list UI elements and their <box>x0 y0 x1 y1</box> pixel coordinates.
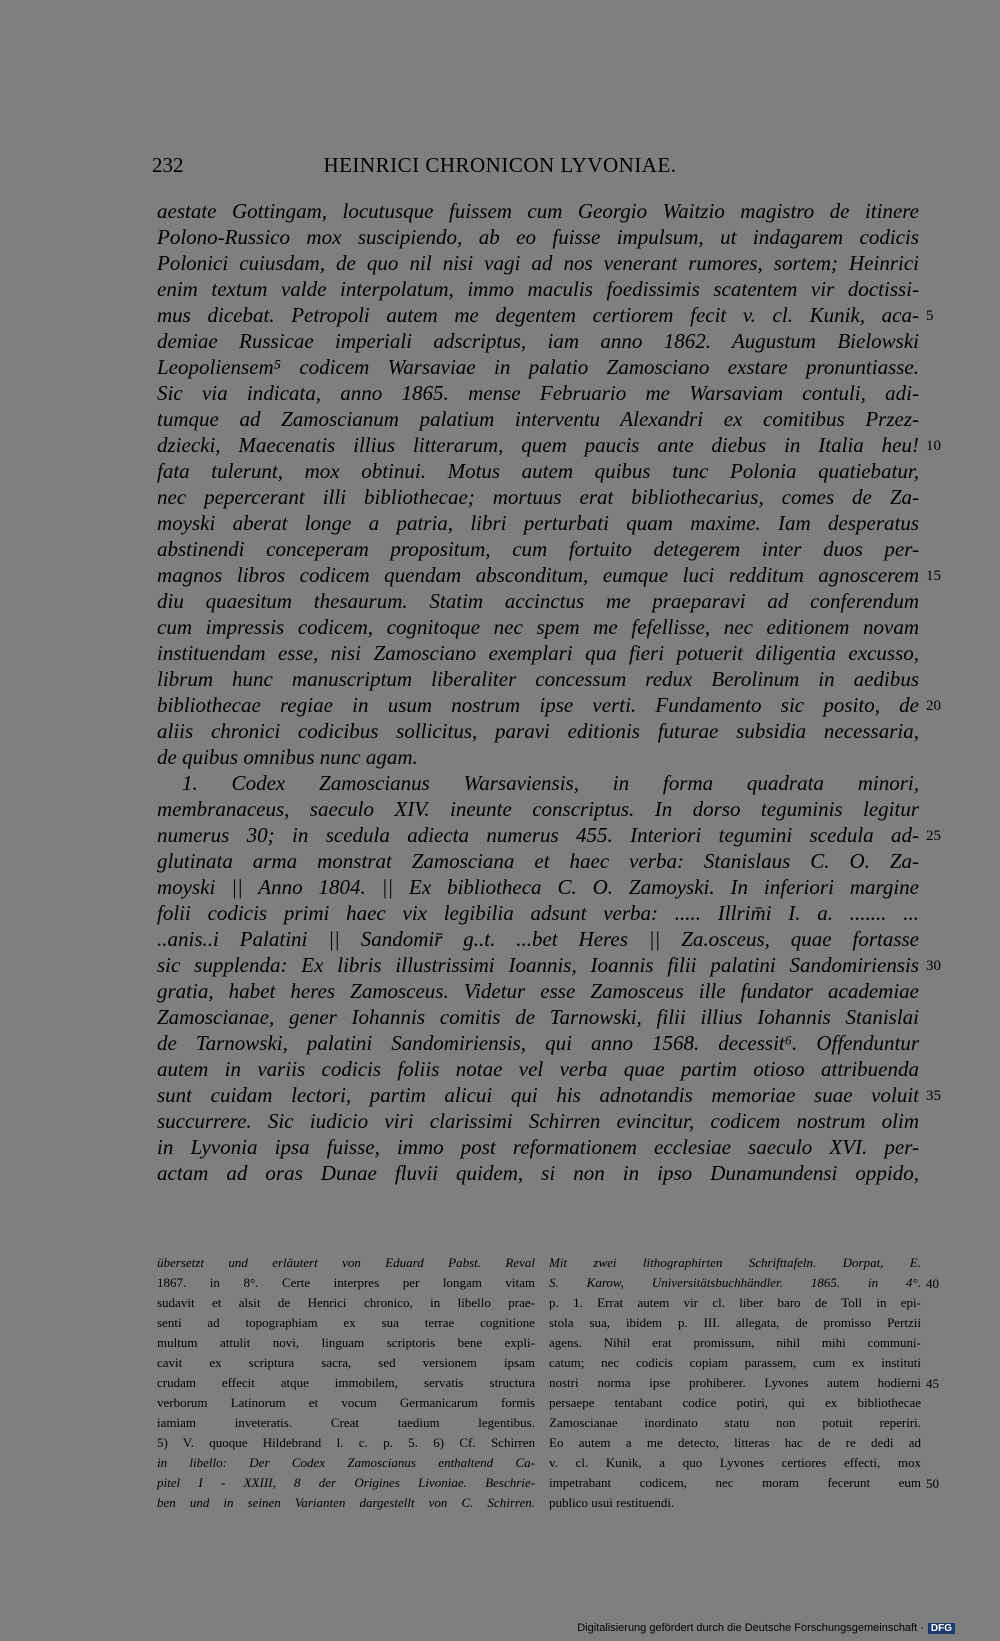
footnote-line: crudam effecit atque immobilem, servatis structura <box>157 1375 535 1390</box>
text-line: Leopoliensem⁵ codicem Warsaviae in palatio Zamosciano exstare pronuntiasse. <box>157 355 919 379</box>
text-line: succurrere. Sic iudicio viri clarissimi Schirren evincitur, codicem nostrum olim <box>157 1109 919 1133</box>
line-number: 30 <box>926 958 941 974</box>
text-line: enim textum valde interpolatum, immo maculis foedissimis scatentem vir doctissi- <box>157 277 919 301</box>
text-line: Sic via indicata, anno 1865. mense Februario me Warsaviam contuli, adi- <box>157 381 919 405</box>
text-line: fata tulerunt, mox obtinui. Motus autem quibus tunc Polonia quatiebatur, <box>157 459 919 483</box>
line-number: 45 <box>926 1376 939 1391</box>
footnote-line: p. 1. Errat autem vir cl. liber baro de Toll in epi- <box>549 1295 921 1310</box>
line-number: 50 <box>926 1476 939 1491</box>
footnote-line: publico usui restituendi. <box>549 1495 675 1510</box>
text-line: de Tarnowski, palatini Sandomiriensis, qui anno 1568. decessit⁶. Offenduntur <box>157 1031 919 1055</box>
text-line: 1. Codex Zamoscianus Warsaviensis, in forma quadrata minori, <box>182 771 919 795</box>
footnote-line: persaepe tentabant codice potiri, qui ex bibliothecae <box>549 1395 921 1410</box>
text-line: Polonici cuiusdam, de quo nil nisi vagi ad nos venerant rumores, sortem; Heinrici <box>157 251 919 275</box>
footer-text: Digitalisierung gefördert durch die Deutsche Forschungsgemeinschaft · <box>577 1622 924 1634</box>
text-line: magnos libros codicem quendam absconditum, eumque luci redditum agnoscerem <box>157 563 919 587</box>
text-line: sunt cuidam lectori, partim alicui qui his adnotandis memoriae suae voluit <box>157 1083 919 1107</box>
footnote-line: ben und in seinen Varianten dargestellt von C. Schirren. <box>157 1495 535 1510</box>
text-line: aliis chronici codicibus sollicitus, paravi editionis futurae subsidia necessaria, <box>157 719 919 743</box>
line-number: 35 <box>926 1088 941 1104</box>
footnote-line: stola sua, ibidem p. III. allegata, de promisso Pertzii <box>549 1315 921 1330</box>
line-number: 20 <box>926 698 941 714</box>
line-number: 40 <box>926 1276 939 1291</box>
text-line: mus dicebat. Petropoli autem me degentem certiorem fecit v. cl. Kunik, aca- <box>157 303 919 327</box>
text-line: instituendam esse, nisi Zamosciano exemplari qua fieri potuerit diligentia excusso, <box>157 641 919 665</box>
text-line: Polono-Russico mox suscipiendo, ab eo fuisse impulsum, ut indagarem codicis <box>157 225 919 249</box>
footnote-line: nostri norma ipse prohiberer. Lyvones autem hodierni <box>549 1375 921 1390</box>
footnote-line: verborum Latinorum et vocum Germanicarum formis <box>157 1395 535 1410</box>
text-line: cum impressis codicem, cognitoque nec spem me fefellisse, nec editionem novam <box>157 615 919 639</box>
text-line: de quibus omnibus nunc agam. <box>157 745 418 769</box>
text-line: membranaceus, saeculo XIV. ineunte conscriptus. In dorso teguminis legitur <box>157 797 919 821</box>
text-line: tumque ad Zamoscianum palatium interventu Alexandri ex comitibus Przez- <box>157 407 919 431</box>
footnote-line: iamiam inveteratis. Creat taedium legentibus. <box>157 1415 535 1430</box>
footnote-line: S. Karow, Universitätsbuchhändler. 1865. in 4°. <box>549 1275 921 1290</box>
text-line: nec pepercerant illi bibliothecae; mortuus erat bibliothecarius, comes de Za- <box>157 485 919 509</box>
footnote-line: in libello: Der Codex Zamoscianus enthaltend Ca- <box>157 1455 535 1470</box>
text-line: ..anis..i Palatini || Sandomir̄ g..t. ...bet Heres || Za.osceus, quae fortasse <box>157 927 919 951</box>
footnote-line: sudavit et alsit de Henrici chronico, in libello prae- <box>157 1295 535 1310</box>
footnote-line: v. cl. Kunik, a quo Lyvones certiores effecti, mox <box>549 1455 921 1470</box>
footnote-line: multum attulit novi, linguam scriptoris bene expli- <box>157 1335 535 1350</box>
footnote-line: senti ad topographiam ex sua terrae cognitione <box>157 1315 535 1330</box>
dfg-logo: DFG <box>928 1623 955 1634</box>
text-line: moyski || Anno 1804. || Ex bibliotheca C. O. Zamoyski. In inferiori margine <box>157 875 919 899</box>
text-line: moyski aberat longe a patria, libri perturbati quam maxime. Iam desperatus <box>157 511 919 535</box>
text-line: in Lyvonia ipsa fuisse, immo post reformationem ecclesiae saeculo XVI. per- <box>157 1135 919 1159</box>
footnote-line: agens. Nihil erat promissum, nihil mihi communi- <box>549 1335 921 1350</box>
text-line: Zamoscianae, gener Iohannis comitis de Tarnowski, filii illius Iohannis Stanislai <box>157 1005 919 1029</box>
text-line: diu quaesitum thesaurum. Statim accinctus me praeparavi ad conferendum <box>157 589 919 613</box>
text-line: abstinendi conceperam propositum, cum fortuito detegerem inter duos per- <box>157 537 919 561</box>
footnote-line: Zamoscianae inordinato statu non potuit reperiri. <box>549 1415 921 1430</box>
footnote-line: 5) V. quoque Hildebrand l. c. p. 5. 6) Cf. Schirren <box>157 1435 535 1450</box>
text-line: gratia, habet heres Zamosceus. Videtur esse Zamosceus ille fundator academiae <box>157 979 919 1003</box>
text-line: demiae Russicae imperiali adscriptus, iam anno 1862. Augustum Bielowski <box>157 329 919 353</box>
footnote-line: übersetzt und erläutert von Eduard Pabst. Reval <box>157 1255 535 1270</box>
text-line: numerus 30; in scedula adiecta numerus 455. Interiori tegumini scedula ad- <box>157 823 919 847</box>
line-number: 15 <box>926 568 941 584</box>
footnote-line: cavit ex scriptura sacra, sed versionem ipsam <box>157 1355 535 1370</box>
text-line: bibliothecae regiae in usum nostrum ipse verti. Fundamento sic posito, de <box>157 693 919 717</box>
text-line: dziecki, Maecenatis illius litterarum, quem paucis ante diebus in Italia heu! <box>157 433 919 457</box>
text-line: glutinata arma monstrat Zamosciana et haec verba: Stanislaus C. O. Za- <box>157 849 919 873</box>
line-number: 25 <box>926 828 941 844</box>
digitization-footer <box>577 1622 955 1634</box>
footnote-line: Mit zwei lithographirten Schrifttafeln. Dorpat, E. <box>549 1255 921 1270</box>
line-number: 5 <box>926 308 934 324</box>
footnote-line: impetrabant codicem, nec moram fecerunt eum <box>549 1475 921 1490</box>
page-number: 232 <box>152 153 184 177</box>
text-line: sic supplenda: Ex libris illustrissimi Ioannis, Ioannis filii palatini Sandomiriensis <box>157 953 919 977</box>
text-line: actam ad oras Dunae fluvii quidem, si non in ipso Dunamundensi oppido, <box>157 1161 919 1185</box>
line-number: 10 <box>926 438 941 454</box>
text-line: librum hunc manuscriptum liberaliter concessum redux Berolinum in aedibus <box>157 667 919 691</box>
text-line: aestate Gottingam, locutusque fuissem cum Georgio Waitzio magistro de itinere <box>157 199 919 223</box>
running-title: HEINRICI CHRONICON LYVONIAE. <box>323 153 677 177</box>
footnote-line: 1867. in 8°. Certe interpres per longam vitam <box>157 1275 535 1290</box>
text-line: folii codicis primi haec vix legibilia adsunt verba: ..... Illrim̄i I. a. ....... ... <box>157 901 919 925</box>
footnote-line: Eo autem a me detecto, litteras hac de re dedi ad <box>549 1435 921 1450</box>
footnote-line: catum; nec codicis copiam parassem, cum ex instituti <box>549 1355 921 1370</box>
footnote-line: pitel I - XXIII, 8 der Origines Livoniae. Beschrie- <box>157 1475 535 1490</box>
text-line: autem in variis codicis foliis notae vel verba quae partim otioso attribuenda <box>157 1057 919 1081</box>
